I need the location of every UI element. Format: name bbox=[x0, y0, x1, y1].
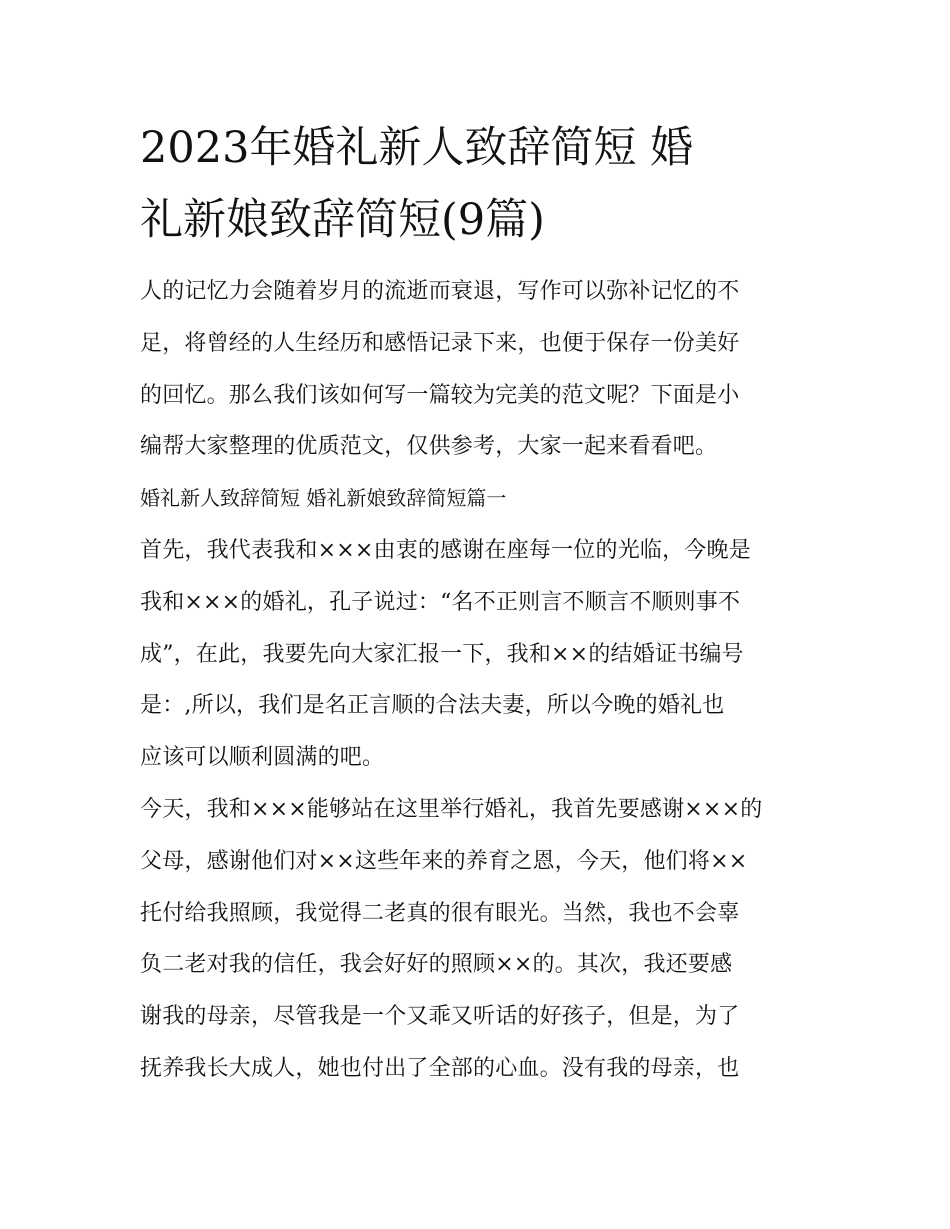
paragraph-line: 我和×××的婚礼，孔子说过：“名不正则言不顺言不顺则事不 bbox=[140, 589, 741, 615]
intro-line: 编帮大家整理的优质范文，仅供参考，大家一起来看看吧。 bbox=[140, 434, 718, 460]
intro-line: 人的记忆力会随着岁月的流逝而衰退，写作可以弥补记忆的不 bbox=[140, 279, 740, 304]
paragraph-line: 抚养我长大成人，她也付出了全部的心血。没有我的母亲，也 bbox=[140, 1055, 740, 1081]
section-heading: 婚礼新人致辞简短 婚礼新娘致辞简短篇一 bbox=[140, 486, 507, 511]
body-paragraph-1 bbox=[140, 525, 812, 784]
paragraph-line: 托付给我照顾，我觉得二老真的很有眼光。当然，我也不会辜 bbox=[140, 900, 740, 926]
document-title bbox=[140, 112, 812, 256]
paragraph-line: 应该可以顺利圆满的吧。 bbox=[140, 745, 385, 771]
intro-line: 的回忆。那么我们该如何写一篇较为完美的范文呢？下面是小 bbox=[140, 382, 740, 408]
paragraph-line: 负二老对我的信任，我会好好的照顾××的。其次，我还要感 bbox=[140, 952, 733, 978]
paragraph-line: 父母，感谢他们对××这些年来的养育之恩，今天，他们将×× bbox=[140, 848, 748, 874]
paragraph-line: 首先，我代表我和×××由衷的感谢在座每一位的光临，今晚是 bbox=[140, 537, 751, 563]
paragraph-line: 谢我的母亲，尽管我是一个又乖又听话的好孩子，但是，为了 bbox=[140, 1004, 740, 1030]
paragraph-line: 是：,所以，我们是名正言顺的合法夫妻，所以今晚的婚礼也 bbox=[140, 693, 725, 719]
body-paragraph-2 bbox=[140, 784, 812, 1095]
document-page bbox=[140, 112, 812, 1095]
intro-paragraph bbox=[140, 266, 812, 473]
intro-line: 足，将曾经的人生经历和感悟记录下来，也便于保存一份美好 bbox=[140, 330, 740, 356]
title-line-2: 礼新娘致辞简短(9篇) bbox=[140, 195, 545, 245]
paragraph-line: 成”，在此，我要先向大家汇报一下，我和××的结婚证书编号 bbox=[140, 641, 744, 667]
title-line-1: 2023年婚礼新人致辞简短 婚 bbox=[140, 123, 694, 173]
paragraph-line: 今天，我和×××能够站在这里举行婚礼，我首先要感谢×××的 bbox=[140, 796, 763, 822]
